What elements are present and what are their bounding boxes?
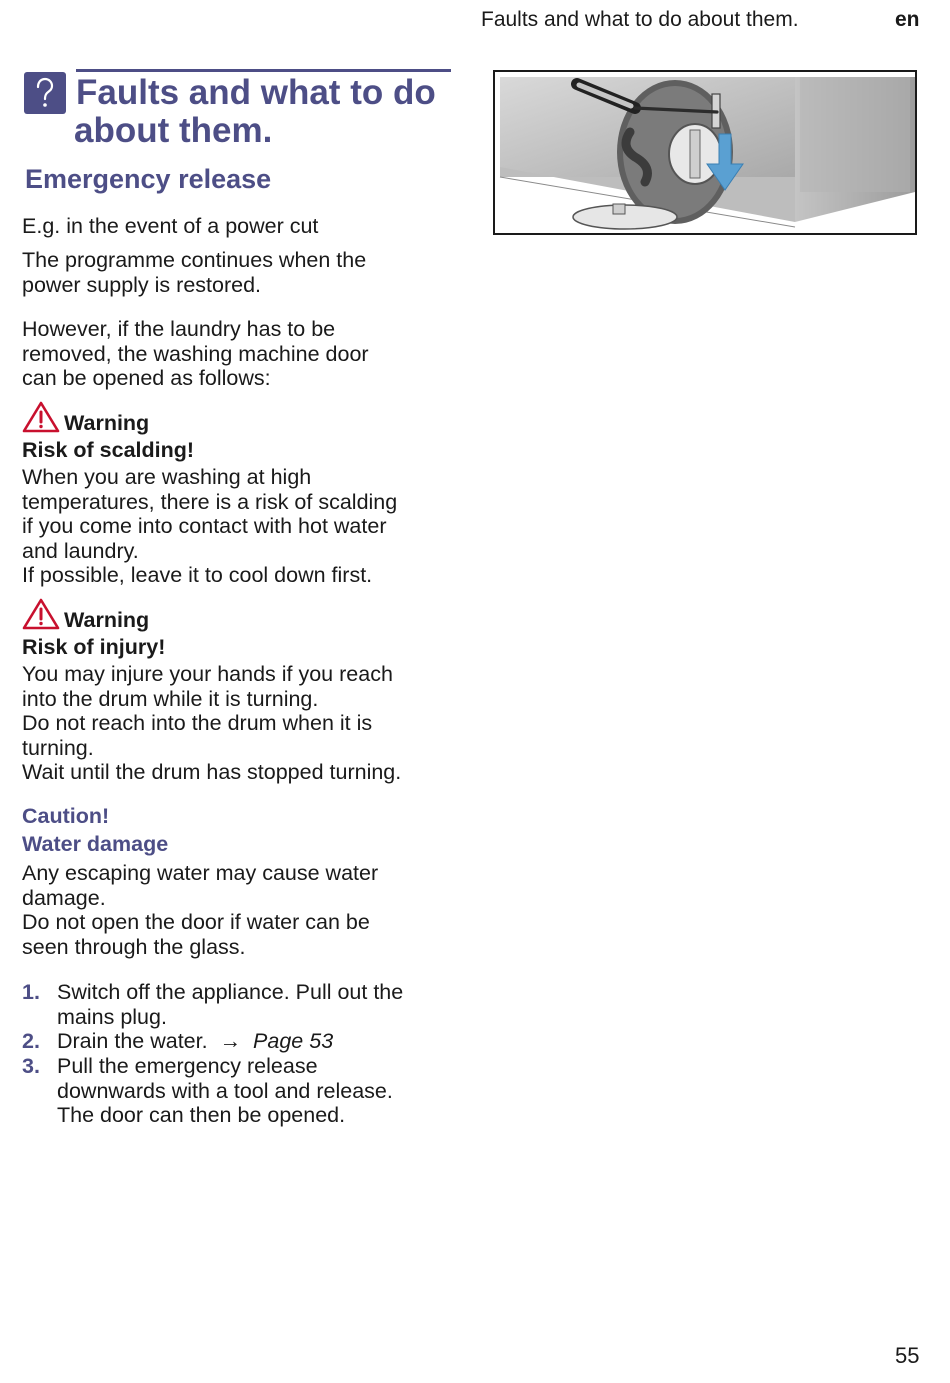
warning-heading: Risk of scalding!: [22, 438, 195, 462]
intro-paragraph-1: E.g. in the event of a power cut: [22, 214, 319, 238]
warning-label: Warning: [64, 411, 150, 435]
warning-label: Warning: [64, 608, 150, 632]
text-line: The programme continues when the: [22, 248, 367, 272]
step-number: 1.: [22, 980, 40, 1004]
text-line: Drain the water.: [57, 1029, 208, 1053]
text-line: into the drum while it is turning.: [22, 686, 319, 711]
text-line: If possible, leave it to cool down first.: [22, 563, 373, 588]
text-line: turning.: [22, 735, 94, 760]
arrow-icon: →: [219, 1029, 242, 1053]
warning-text: [22, 465, 452, 588]
intro-paragraph-3: [22, 317, 452, 391]
step-text: [57, 1029, 457, 1054]
page-reference-link[interactable]: Page 53: [253, 1029, 334, 1053]
step-number: 2.: [22, 1029, 40, 1053]
intro-paragraph-2: [22, 248, 452, 297]
text-line: Pull the emergency release: [57, 1054, 318, 1078]
text-line: Any escaping water may cause water: [22, 861, 379, 885]
text-line: Do not open the door if water can be: [22, 910, 370, 935]
language-code: en: [895, 8, 920, 31]
step-text: [57, 1054, 457, 1128]
caution-label: Caution!: [22, 804, 110, 828]
emergency-release-illustration: [493, 70, 917, 235]
text-line: The door can then be opened.: [57, 1103, 346, 1128]
text-line: and laundry.: [22, 538, 139, 563]
page-title-line-2: about them.: [74, 111, 273, 150]
warning-icon: [22, 598, 60, 635]
warning-text: [22, 662, 452, 785]
text-line: However, if the laundry has to be: [22, 317, 336, 341]
warning-icon: [22, 401, 60, 438]
warning-heading: Risk of injury!: [22, 635, 166, 659]
question-mark-icon: [24, 72, 66, 114]
text-line: You may injure your hands if you reach: [22, 662, 393, 686]
text-line: mains plug.: [57, 1004, 167, 1029]
page-number: 55: [895, 1343, 920, 1368]
text-line: Wait until the drum has stopped turning.: [22, 760, 402, 785]
text-line: if you come into contact with hot water: [22, 514, 387, 539]
page-title-line-1: Faults and what to do: [76, 73, 436, 112]
text-line: can be opened as follows:: [22, 366, 271, 391]
text-line: power supply is restored.: [22, 272, 261, 297]
section-subtitle: Emergency release: [25, 164, 272, 194]
caution-heading: Water damage: [22, 832, 169, 856]
step-number: 3.: [22, 1054, 40, 1078]
text-line: Switch off the appliance. Pull out the: [57, 980, 404, 1004]
text-line: downwards with a tool and release.: [57, 1078, 393, 1103]
title-rule: [76, 69, 451, 72]
text-line: damage.: [22, 885, 106, 910]
page-title: [76, 74, 456, 150]
running-header: Faults and what to do about them.: [481, 8, 799, 31]
text-line: Do not reach into the drum when it is: [22, 711, 373, 736]
text-line: temperatures, there is a risk of scalding: [22, 489, 398, 514]
text-line: seen through the glass.: [22, 934, 246, 959]
text-line: When you are washing at high: [22, 465, 312, 489]
text-line: removed, the washing machine door: [22, 341, 369, 366]
step-text: [57, 980, 457, 1029]
caution-text: [22, 861, 452, 959]
